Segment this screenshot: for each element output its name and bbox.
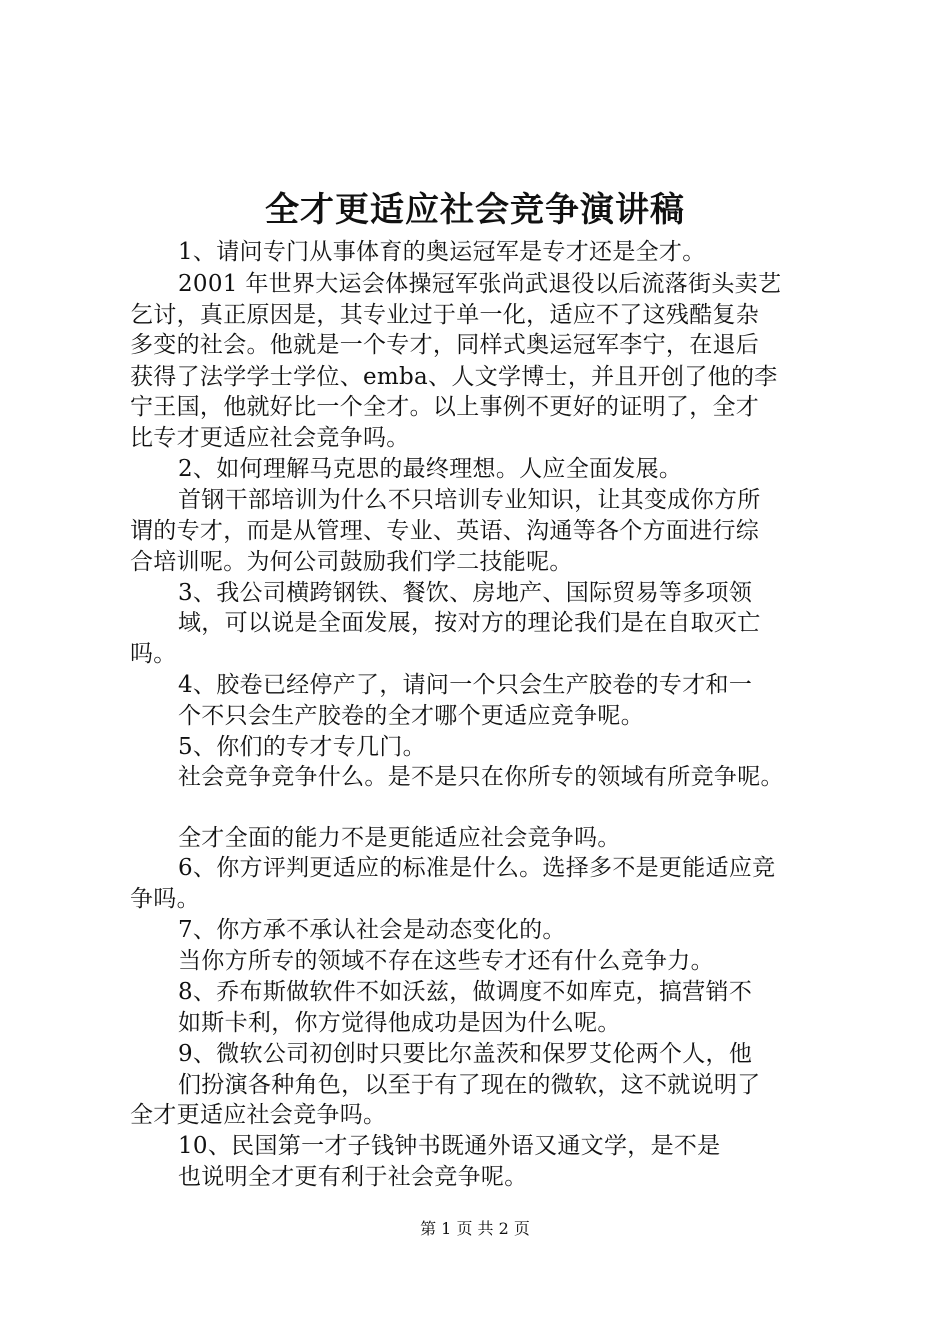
text-line: 吗。 xyxy=(130,641,177,667)
document-title: 全才更适应社会竞争演讲稿 xyxy=(265,190,685,230)
text-line: 宁王国，他就好比一个全才。以上事例不更好的证明了，全才 xyxy=(130,394,760,420)
text-line: 社会竞争竞争什么。是不是只在你所专的领域有所竞争呢。 xyxy=(178,764,784,790)
text-line: 2001 年世界大运会体操冠军张尚武退役以后流落街头卖艺 xyxy=(178,271,782,297)
text-line: 全才更适应社会竞争吗。 xyxy=(130,1102,387,1128)
text-line: 5、你们的专才专几门。 xyxy=(178,734,426,760)
text-line: 2、如何理解马克思的最终理想。人应全面发展。 xyxy=(178,456,683,482)
text-line: 比专才更适应社会竞争吗。 xyxy=(130,425,410,451)
text-line: 也说明全才更有利于社会竞争呢。 xyxy=(178,1164,528,1190)
text-line: 合培训呢。为何公司鼓励我们学二技能呢。 xyxy=(130,549,573,575)
text-line: 多变的社会。他就是一个专才，同样式奥运冠军李宁，在退后 xyxy=(130,332,760,358)
text-line: 个不只会生产胶卷的全才哪个更适应竞争呢。 xyxy=(178,703,644,729)
text-line: 6、你方评判更适应的标准是什么。选择多不是更能适应竞 xyxy=(178,855,776,881)
text-line: 7、你方承不承认社会是动态变化的。 xyxy=(178,917,566,943)
text-line: 乞讨，真正原因是，其专业过于单一化，适应不了这残酷复杂 xyxy=(130,302,760,328)
text-line: 1、请问专门从事体育的奥运冠军是专才还是全才。 xyxy=(178,239,706,265)
text-line: 10、民国第一才子钱钟书既通外语又通文学，是不是 xyxy=(178,1133,721,1159)
text-line: 当你方所专的领域不存在这些专才还有什么竞争力。 xyxy=(178,948,714,974)
text-line: 9、微软公司初创时只要比尔盖茨和保罗艾伦两个人，他 xyxy=(178,1041,753,1067)
page-number-footer: 第 1 页 共 2 页 xyxy=(420,1219,530,1238)
text-line: 域，可以说是全面发展，按对方的理论我们是在自取灭亡 xyxy=(178,610,761,636)
text-line: 3、我公司横跨钢铁、餐饮、房地产、国际贸易等多项领 xyxy=(178,580,753,606)
text-line: 争吗。 xyxy=(130,886,200,912)
text-line: 全才全面的能力不是更能适应社会竞争吗。 xyxy=(178,825,621,851)
text-line: 首钢干部培训为什么不只培训专业知识，让其变成你方所 xyxy=(178,487,761,513)
text-line: 们扮演各种角色，以至于有了现在的微软，这不就说明了 xyxy=(178,1072,761,1098)
text-line: 获得了法学学士学位、emba、人文学博士，并且开创了他的李 xyxy=(130,364,778,390)
text-line: 4、胶卷已经停产了，请问一个只会生产胶卷的专才和一 xyxy=(178,672,753,698)
text-line: 8、乔布斯做软件不如沃兹，做调度不如库克，搞营销不 xyxy=(178,979,753,1005)
text-line: 如斯卡利，你方觉得他成功是因为什么呢。 xyxy=(178,1010,621,1036)
text-line: 谓的专才，而是从管理、专业、英语、沟通等各个方面进行综 xyxy=(130,518,760,544)
